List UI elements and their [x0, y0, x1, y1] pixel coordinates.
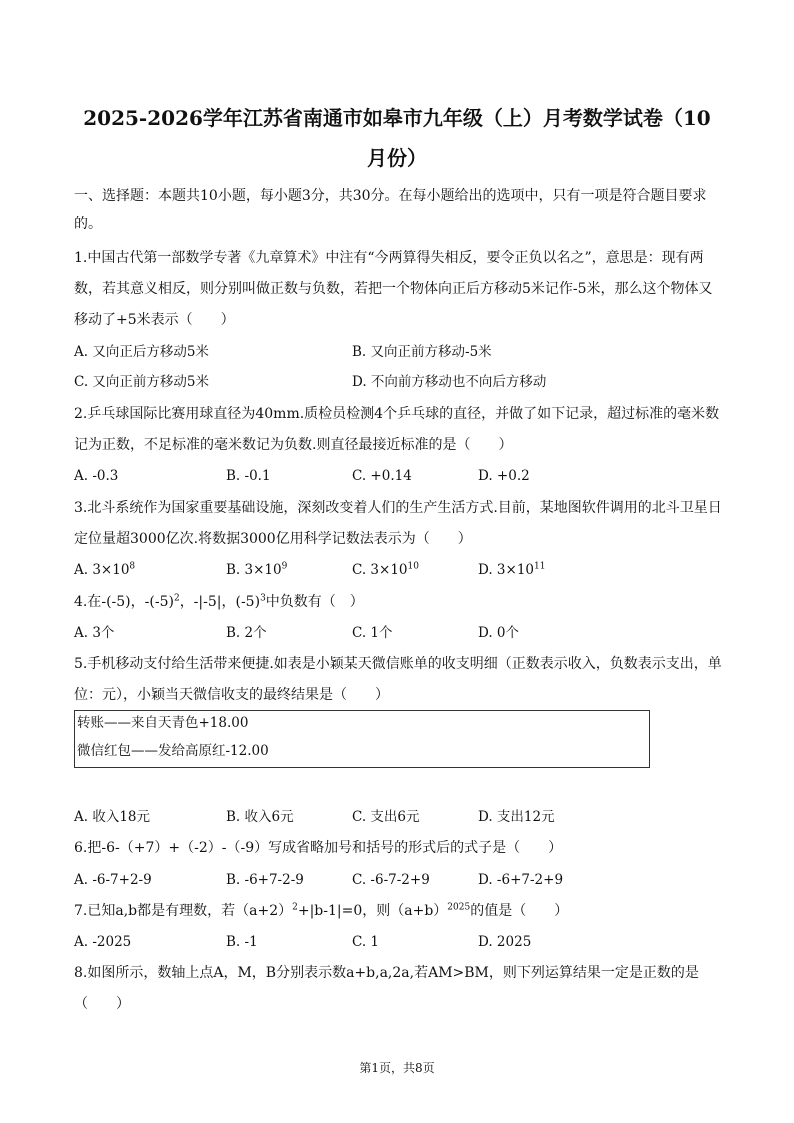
q3-option-a[interactable] — [74, 561, 135, 579]
q1-option-b[interactable]: B. 又向正前方移动-5米 — [352, 344, 492, 360]
q6-option-c[interactable]: C. -6-7-2+9 — [352, 872, 430, 888]
q7-option-a[interactable]: A. -2025 — [74, 934, 132, 950]
q6-option-a[interactable]: A. -6-7+2-9 — [74, 872, 152, 888]
q2-stem-line1: 2.乒乓球国际比赛用球直径为40mm.质检员检测4个乒乓球的直径，并做了如下记录，超过标准的毫米数 — [74, 406, 720, 422]
page-footer: 第1页，共8页 — [359, 1061, 435, 1075]
q7-option-d[interactable]: D. 2025 — [478, 934, 532, 950]
q2-option-c[interactable]: C. +0.14 — [352, 468, 412, 484]
q3-option-a-exponent: 8 — [129, 561, 136, 572]
q6-stem: 6.把-6-（+7）+（-2）-（-9）写成省略加号和括号的形式后的式子是（ ） — [74, 840, 563, 856]
q6-option-b[interactable]: B. -6+7-2-9 — [226, 872, 304, 888]
q4-stem-part2: ，-|-5|，(-5) — [179, 594, 261, 610]
q3-stem-line1: 3.北斗系统作为国家重要基础设施，深刻改变着人们的生产生活方式.目前，某地图软件调用的北斗卫星日 — [74, 500, 722, 516]
q3-option-c[interactable] — [352, 561, 419, 579]
q3-option-b[interactable] — [226, 561, 287, 579]
q2-stem-line2: 记为正数，不足标准的毫米数记为负数.则直径最接近标准的是（ ） — [74, 437, 513, 453]
q4-stem-sup2: 3 — [260, 593, 266, 604]
q7-stem-part3: 的值是（ ） — [470, 903, 569, 919]
q1-option-c[interactable]: C. 又向正前方移动5米 — [74, 374, 210, 390]
q4-option-d[interactable]: D. 0个 — [478, 625, 520, 641]
q1-option-d[interactable]: D. 不向前方移动也不向后方移动 — [352, 374, 547, 390]
q4-option-b[interactable]: B. 2个 — [226, 625, 267, 641]
q6-option-d[interactable]: D. -6+7-2+9 — [478, 872, 564, 888]
q2-option-b[interactable]: B. -0.1 — [226, 468, 271, 484]
q3-option-d-base: D. 3×10 — [478, 562, 535, 578]
q5-option-b[interactable]: B. 收入6元 — [226, 809, 294, 825]
section-heading-line1: 一、选择题：本题共10小题，每小题3分，共30分。在每小题给出的选项中，只有一项是符合题目要求 — [74, 188, 707, 204]
section-heading-line2: 的。 — [74, 216, 102, 232]
q3-option-b-exponent: 9 — [281, 561, 288, 572]
q1-option-a[interactable]: A. 又向正后方移动5米 — [74, 344, 209, 360]
q5-bill-table — [74, 710, 650, 768]
q1-stem-line2: 数，若其意义相反，则分别叫做正数与负数，若把一个物体向正后方移动5米记作-5米，那么这个物体又 — [74, 281, 713, 297]
q2-option-d[interactable]: D. +0.2 — [478, 468, 530, 484]
q3-option-a-base: A. 3×10 — [74, 562, 130, 578]
q4-stem-part1: 4.在-(-5)，-(-5) — [74, 594, 174, 610]
q5-stem-line2: 位：元），小颖当天微信收支的最终结果是（ ） — [74, 687, 389, 703]
q5-stem-line1: 5.手机移动支付给生活带来便捷.如表是小颖某天微信账单的收支明细（正数表示收入，负数表示支出，单 — [74, 656, 722, 672]
q7-stem — [74, 902, 568, 920]
q7-stem-part2: +|b-1|=0，则（a+b） — [297, 903, 448, 919]
exam-title-line1: 2025-2026学年江苏省南通市如皋市九年级（上）月考数学试卷（10 — [83, 106, 711, 130]
q4-option-c[interactable]: C. 1个 — [352, 625, 393, 641]
q1-stem-line1: 1.中国古代第一部数学专著《九章算术》中注有“今两算得失相反，要令正负以名之”，意思是：现有两 — [74, 250, 704, 266]
q1-stem-line3: 移动了+5米表示（ ） — [74, 312, 235, 328]
q8-stem-line2: （ ） — [74, 996, 130, 1012]
q5-bill-row-2: 微信红包——发给高原红-12.00 — [77, 743, 269, 759]
q7-option-c[interactable]: C. 1 — [352, 934, 380, 950]
q5-option-a[interactable]: A. 收入18元 — [74, 809, 151, 825]
q7-stem-sup2: 2025 — [447, 902, 471, 913]
q3-option-b-base: B. 3×10 — [226, 562, 282, 578]
q5-option-d[interactable]: D. 支出12元 — [478, 809, 555, 825]
q3-option-c-exponent: 10 — [407, 561, 419, 572]
q4-option-a[interactable]: A. 3个 — [74, 625, 115, 641]
q7-option-b[interactable]: B. -1 — [226, 934, 258, 950]
q5-option-c[interactable]: C. 支出6元 — [352, 809, 420, 825]
q3-option-d-exponent: 11 — [534, 561, 546, 572]
q4-stem-sup1: 2 — [173, 593, 180, 604]
q7-stem-sup1: 2 — [292, 902, 298, 913]
q7-stem-part1: 7.已知a,b都是有理数，若（a+2） — [74, 903, 293, 919]
q8-stem-line1: 8.如图所示，数轴上点A，M，B分别表示数a+b,a,2a,若AM>BM，则下列运算结果一定是正数的是 — [74, 965, 699, 981]
q3-stem-line2: 定位量超3000亿次.将数据3000亿用科学记数法表示为（ ） — [74, 531, 472, 547]
q3-option-c-base: C. 3×10 — [352, 562, 408, 578]
q5-bill-row-1: 转账——来自天青色+18.00 — [77, 715, 249, 731]
exam-title-line2: 月份） — [367, 146, 427, 170]
q3-option-d[interactable] — [478, 561, 545, 579]
q2-option-a[interactable]: A. -0.3 — [74, 468, 119, 484]
q4-stem-part3: 中负数有（ ） — [265, 594, 364, 610]
q4-stem — [74, 593, 364, 611]
